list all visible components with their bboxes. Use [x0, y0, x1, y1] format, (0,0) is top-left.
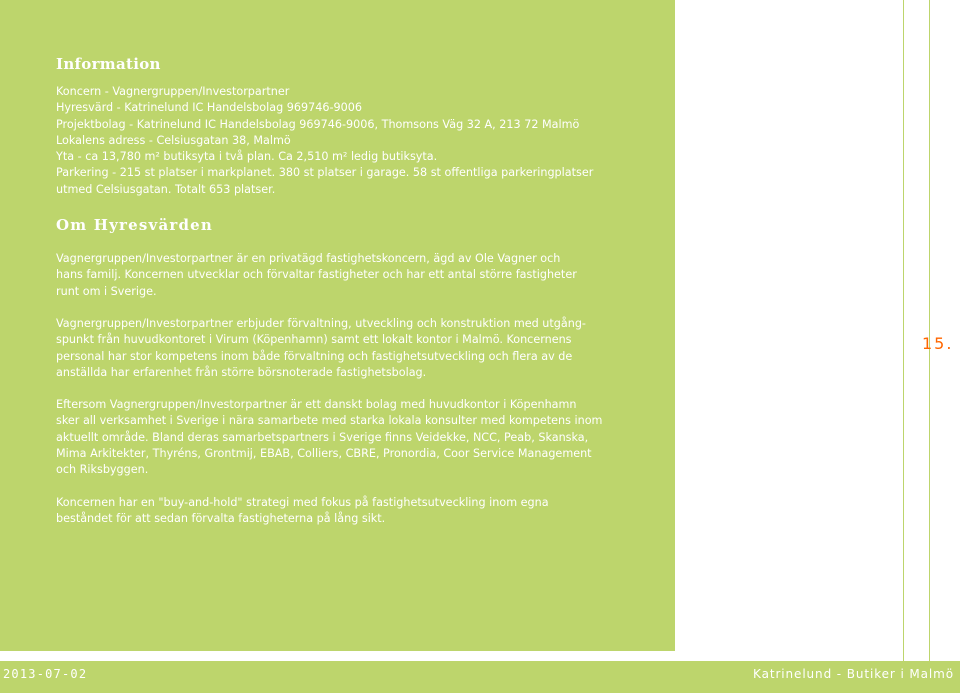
paragraph-line: sker all verksamhet i Sverige i nära samarbete med starka lokala konsulter med kompetens inom	[56, 414, 603, 428]
paragraph-line: beståndet för att sedan förvalta fastigheterna på lång sikt.	[56, 511, 386, 525]
content-area	[56, 55, 626, 543]
info-line: Parkering - 215 st platser i markplanet. 380 st platser i garage. 58 st offentliga parkeringplatser	[56, 166, 594, 180]
paragraph-line: personal har stor kompetens inom både förvaltning och fastighetsutveckling och flera av de	[56, 349, 573, 363]
page-number: 15.	[922, 334, 954, 353]
paragraph-line: Mima Arkitekter, Thyréns, Grontmij, EBAB, Colliers, CBRE, Pronordia, Coor Service Management	[56, 447, 592, 461]
info-line: Yta - ca 13,780 m² butiksyta i två plan. Ca 2,510 m² ledig butiksyta.	[56, 150, 438, 164]
vertical-rule-left	[903, 0, 904, 661]
paragraph-line: hans familj. Koncernen utvecklar och förvaltar fastigheter och har ett antal större fastigheter	[56, 268, 577, 282]
footer-date: 2013-07-02	[3, 667, 88, 681]
info-line: Projektbolag - Katrinelund IC Handelsbolag 969746-9006, Thomsons Väg 32 A, 213 72 Malmö	[56, 117, 580, 131]
paragraph-1	[56, 251, 626, 300]
info-line: utmed Celsiusgatan. Totalt 653 platser.	[56, 182, 276, 196]
paragraph-line: anställda har erfarenhet från större börsnoterade fastighetsbolag.	[56, 365, 427, 379]
heading-information: Information	[56, 55, 161, 73]
paragraph-3	[56, 397, 626, 478]
info-line: Koncern - Vagnergruppen/Investorpartner	[56, 85, 290, 98]
info-line: Lokalens adress - Celsiusgatan 38, Malmö	[56, 133, 291, 147]
paragraph-line: aktuellt område. Bland deras samarbetspartners i Sverige finns Veidekke, NCC, Peab, Skanska,	[56, 430, 589, 444]
heading-about-landlord: Om Hyresvärden	[56, 216, 214, 235]
paragraph-4	[56, 495, 626, 528]
paragraph-line: och Riksbyggen.	[56, 463, 149, 477]
paragraph-2	[56, 316, 626, 381]
paragraph-line: spunkt från huvudkontoret i Virum (Köpenhamn) samt ett lokalt kontor i Malmö. Koncernens	[56, 333, 572, 347]
paragraph-line: Koncernen har en "buy-and-hold" strategi med fokus på fastighetsutveckling inom egna	[56, 495, 549, 509]
footer-title: Katrinelund - Butiker i Malmö	[753, 667, 954, 681]
paragraph-line: Eftersom Vagnergruppen/Investorpartner är ett danskt bolag med huvudkontor i Köpenhamn	[56, 398, 577, 412]
paragraph-line: Vagnergruppen/Investorpartner erbjuder förvaltning, utveckling och konstruktion med utgång-	[56, 316, 586, 330]
info-block	[56, 84, 626, 198]
vertical-rule-right	[929, 0, 930, 661]
info-line: Hyresvärd - Katrinelund IC Handelsbolag 969746-9006	[56, 101, 362, 115]
paragraph-line: runt om i Sverige.	[56, 284, 157, 298]
paragraph-line: Vagnergruppen/Investorpartner är en privatägd fastighetskoncern, ägd av Ole Vagner och	[56, 252, 561, 266]
